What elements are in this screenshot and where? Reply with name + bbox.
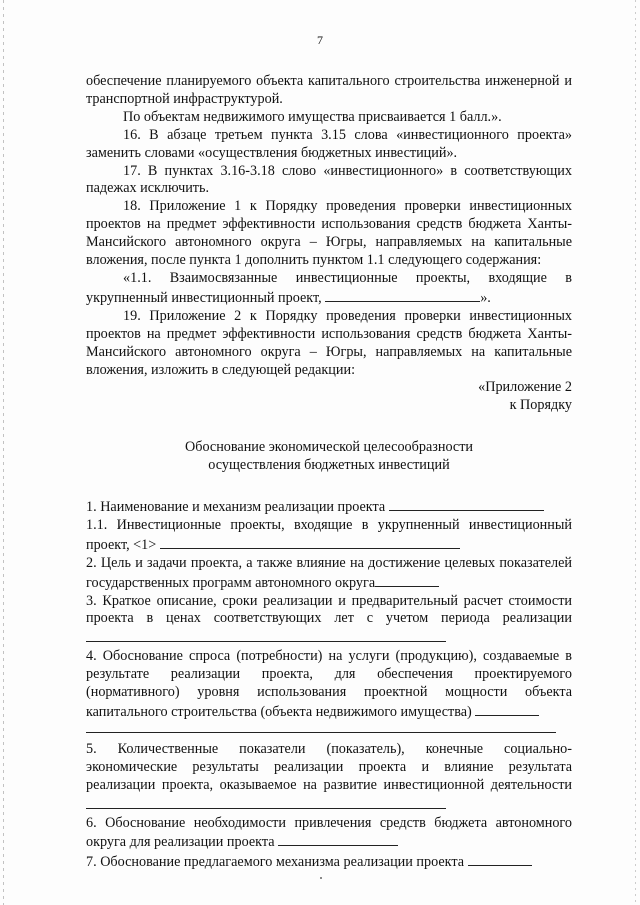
paragraph-item-1-1-text: «1.1. Взаимосвязанные инвестиционные проекты, входящие в укрупненный инвестиционный проект, [86,269,572,306]
form-item-6-text: 6. Обоснование необходимости привлечения средств бюджета автономного округа для реализации проекта [86,814,572,851]
fill-in-line [278,832,398,846]
scan-speck [320,877,322,879]
form-item-4 [86,648,572,722]
paragraph-item-19: 19. Приложение 2 к Порядку проведения проверки инвестиционных проектов на предмет эффективности использования средств бюджета Ханты-Мансийского автономного округа – Югры, направляемых на капитальные вложения, изложить в следующей редакции: [86,307,572,378]
fill-in-line [475,702,539,716]
paragraph-score: По объектам недвижимого имущества присваивается 1 балл.». [123,108,502,125]
paragraph-item-17: 17. В пунктах 3.16-3.18 слово «инвестиционного» в соответствующих падежах исключить. [86,162,572,197]
document-body [86,73,572,872]
form-item-5-text: 5. Количественные показатели (показатель), конечные социально-экономические результаты реализации проекта и влияние результата реализации проекта, оказываемое на развитие инвестиционной деятельности [86,740,572,793]
paragraph-item-1-1-end: ». [480,289,491,306]
fill-in-line [86,628,446,642]
form-title-line-2: осуществления бюджетных инвестиций [208,457,450,474]
scan-edge-left [3,0,4,905]
appendix-to-order: к Порядку [509,397,572,414]
page-number: 7 [317,33,323,47]
form-item-3 [86,593,572,649]
paragraph-item-16: 16. В абзаце третьем пункта 3.15 слова «инвестиционного проекта» заменить словами «осуществления бюджетных инвестиций». [86,126,572,161]
paragraph-infrastructure: обеспечение планируемого объекта капитального строительства инженерной и транспортной инфраструктурой. [86,73,572,107]
form-item-2-text: 2. Цель и задачи проекта, а также влияние на достижение целевых показателей государственных программ автономного округа [86,554,572,591]
scan-edge-right [635,0,636,905]
form-item-1-1 [86,517,572,555]
form-item-1-text: 1. Наименование и механизм реализации проекта [86,499,386,516]
form-item-1 [86,497,572,517]
paragraph-item-18: 18. Приложение 1 к Порядку проведения проверки инвестиционных проектов на предмет эффективности использования средств бюджета Ханты-Мансийского автономного округа – Югры, направляемых на капитальные вложения, после пункта 1 дополнить пунктом 1.1 следующего содержания: [86,198,572,269]
form-item-5 [86,741,572,815]
form-item-6 [86,815,572,853]
appendix-label: «Приложение 2 [478,379,572,396]
form-item-7-text: 7. Обоснование предлагаемого механизма реализации проекта [86,854,465,871]
fill-in-line [325,288,480,302]
form-item-1-1-text: 1.1. Инвестиционные проекты, входящие в укрупненный инвестиционный проект, <1> [86,516,572,553]
fill-in-line [86,795,446,809]
fill-in-line [160,535,460,549]
form-item-7 [86,852,572,872]
fill-in-rule [86,722,556,733]
fill-in-line [389,497,544,511]
form-item-2 [86,555,572,593]
form-item-3-text: 3. Краткое описание, сроки реализации и предварительный расчет стоимости проекта в ценах соответствующих лет с учетом периода реализации [86,592,572,627]
form-title-line-1: Обоснование экономической целесообразности [184,439,473,456]
fill-in-line [468,852,532,866]
fill-in-line [375,573,439,587]
form-item-4-text: 4. Обоснование спроса (потребности) на услуги (продукцию), создаваемые в результате реализации проекта, для обеспечения проектируемого (нормативного) уровня использования проектной мощности объекта капитального строительства (объекта недвижимого имущества) [86,648,572,720]
paragraph-item-1-1 [86,270,572,308]
